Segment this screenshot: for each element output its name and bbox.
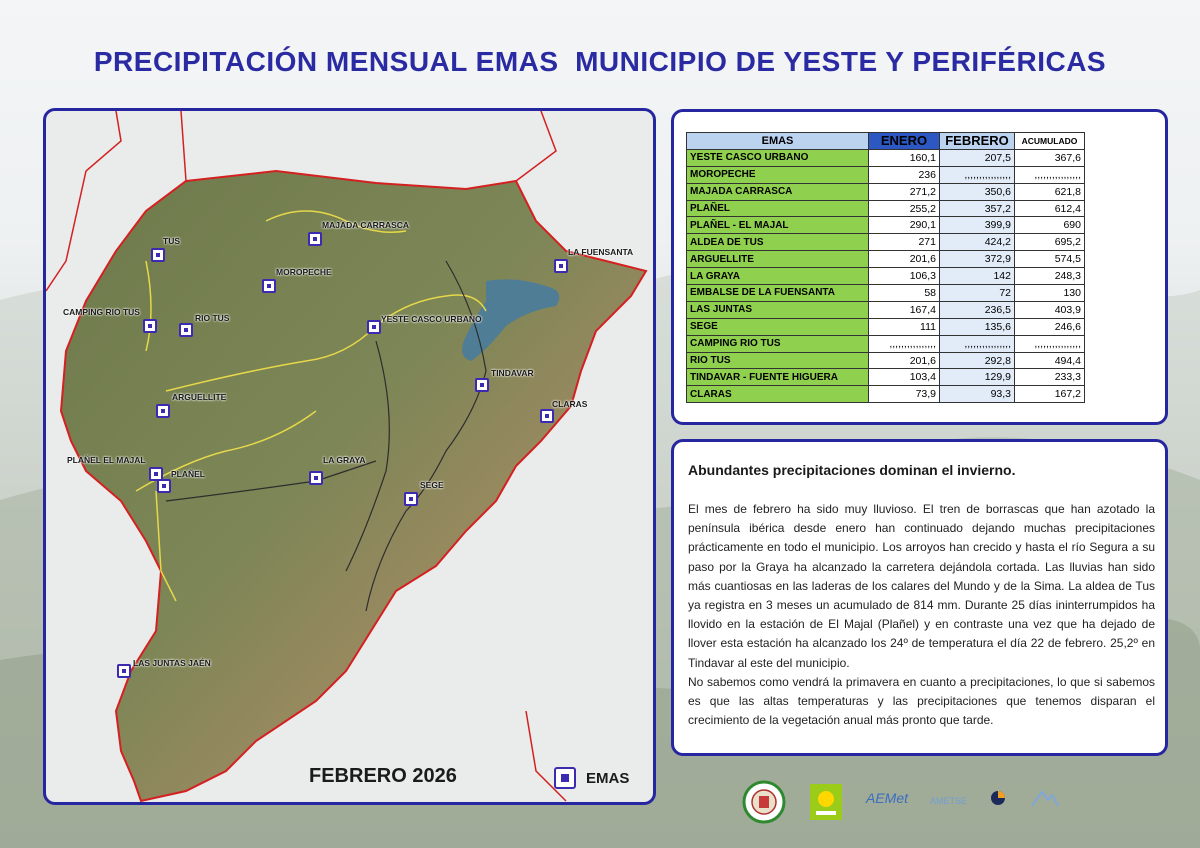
enero-value-cell: 271 [869, 234, 940, 251]
month-label: FEBRERO 2026 [309, 765, 457, 787]
acumulado-value-cell: 574,5 [1015, 251, 1085, 268]
table-row [687, 285, 1085, 302]
station-name-cell: MOROPECHE [687, 166, 869, 183]
emas-legend-icon [554, 767, 576, 789]
table-row [687, 251, 1085, 268]
circle-logo [990, 790, 1006, 806]
acumulado-value-cell: ,,,,,,,,,,,,,,,, [1015, 166, 1085, 183]
enero-value-cell: 167,4 [869, 301, 940, 318]
station-icon [308, 232, 322, 246]
station-name-cell: ARGUELLITE [687, 251, 869, 268]
precipitation-table-panel [671, 109, 1168, 425]
station-icon [554, 259, 568, 273]
acumulado-value-cell: 403,9 [1015, 301, 1085, 318]
column-header-enero: ENERO [869, 133, 940, 150]
station-name-cell: ALDEA DE TUS [687, 234, 869, 251]
station-icon [179, 323, 193, 337]
commentary-heading: Abundantes precipitaciones dominan el invierno. [688, 462, 1016, 478]
station-name-cell: SEGE [687, 318, 869, 335]
enero-value-cell: 201,6 [869, 352, 940, 369]
station-icon [157, 479, 171, 493]
municipality-seal-logo [742, 780, 786, 824]
table-row [687, 318, 1085, 335]
green-badge-logo [810, 784, 842, 820]
enero-value-cell: 160,1 [869, 149, 940, 166]
enero-value-cell: ,,,,,,,,,,,,,,,, [869, 335, 940, 352]
acumulado-value-cell: 246,6 [1015, 318, 1085, 335]
column-header-emas: EMAS [687, 133, 869, 150]
enero-value-cell: 201,6 [869, 251, 940, 268]
station-name-cell: TINDAVAR - FUENTE HIGUERA [687, 369, 869, 386]
acumulado-value-cell: 695,2 [1015, 234, 1085, 251]
station-name-cell: LAS JUNTAS [687, 301, 869, 318]
enero-value-cell: 236 [869, 166, 940, 183]
table-row [687, 301, 1085, 318]
station-name-cell: CLARAS [687, 386, 869, 403]
mountain-logo [1030, 786, 1060, 810]
station-icon [143, 319, 157, 333]
febrero-value-cell: 357,2 [940, 200, 1015, 217]
sponsor-logos [740, 780, 1070, 828]
enero-value-cell: 58 [869, 285, 940, 302]
table-row [687, 217, 1085, 234]
acumulado-value-cell: 233,3 [1015, 369, 1085, 386]
ametse-logo: AMETSE [930, 796, 968, 806]
map-panel: TUS MAJADA CARRASCA LA FUENSANTA MOROPECHE CAMPING RIO TUS RIO TUS YESTE CASCO URBANO TINDAVAR CLARAS ARGUELLITE PLAÑEL EL MAJAL PLAÑEL LA GRAYA SEGE LAS JUNTAS JAÉN FEBRERO 2026 EMAS [43, 108, 656, 805]
table-header-row [687, 133, 1085, 150]
acumulado-value-cell: 167,2 [1015, 386, 1085, 403]
station-icon [309, 471, 323, 485]
station-icon [540, 409, 554, 423]
station-icon [117, 664, 131, 678]
febrero-value-cell: 236,5 [940, 301, 1015, 318]
febrero-value-cell: 129,9 [940, 369, 1015, 386]
station-icon [367, 320, 381, 334]
acumulado-value-cell: 494,4 [1015, 352, 1085, 369]
acumulado-value-cell: 248,3 [1015, 268, 1085, 285]
table-row [687, 386, 1085, 403]
table-row [687, 183, 1085, 200]
acumulado-value-cell: 612,4 [1015, 200, 1085, 217]
station-name-cell: CAMPING RIO TUS [687, 335, 869, 352]
enero-value-cell: 290,1 [869, 217, 940, 234]
acumulado-value-cell: 621,8 [1015, 183, 1085, 200]
febrero-value-cell: 350,6 [940, 183, 1015, 200]
enero-value-cell: 111 [869, 318, 940, 335]
station-name-cell: LA GRAYA [687, 268, 869, 285]
febrero-value-cell: ,,,,,,,,,,,,,,,, [940, 335, 1015, 352]
station-icon [262, 279, 276, 293]
station-icon [475, 378, 489, 392]
febrero-value-cell: 424,2 [940, 234, 1015, 251]
febrero-value-cell: 292,8 [940, 352, 1015, 369]
station-icon [151, 248, 165, 262]
table-body [687, 149, 1085, 402]
table-row [687, 268, 1085, 285]
febrero-value-cell: 135,6 [940, 318, 1015, 335]
column-header-acumulado: ACUMULADO [1015, 133, 1085, 150]
station-name-cell: PLAÑEL [687, 200, 869, 217]
column-header-febrero: FEBRERO [940, 133, 1015, 150]
febrero-value-cell: 72 [940, 285, 1015, 302]
table-row [687, 335, 1085, 352]
commentary-paragraph: El mes de febrero ha sido muy lluvioso. El tren de borrascas que han azotado la península ibérica desde enero han continuado dejando muchas precipitaciones prácticamente en todo el municipio. Los arroyos han crecido y hasta el río Segura a su paso por la Graya ha alcanzado la carretera dejándola cortada. Las lluvias han sido más cuantiosas en las laderas de los calares del Mundo y de la Sima. La aldea de Tus ya registra en 3 meses un acumulado de 814 mm. Durante 25 días ininterrumpidos ha llovido en la estación de El Majal (Plañel) y en contraste una vez que ha dejado de llover esta estación ha alcanzado los 24º de temperatura el día 22 de febrero. 25,2º en Tindavar al este del municipio. [688, 502, 1155, 670]
station-icon [156, 404, 170, 418]
febrero-value-cell: 93,3 [940, 386, 1015, 403]
table-row [687, 234, 1085, 251]
enero-value-cell: 106,3 [869, 268, 940, 285]
precipitation-table [686, 132, 1085, 403]
acumulado-value-cell: 690 [1015, 217, 1085, 234]
acumulado-value-cell: 367,6 [1015, 149, 1085, 166]
febrero-value-cell: 142 [940, 268, 1015, 285]
enero-value-cell: 103,4 [869, 369, 940, 386]
aemet-logo: AEMet [866, 790, 909, 806]
station-name-cell: MAJADA CARRASCA [687, 183, 869, 200]
febrero-value-cell: 372,9 [940, 251, 1015, 268]
station-icon [404, 492, 418, 506]
commentary-panel [671, 439, 1168, 756]
commentary-body [688, 500, 1155, 730]
enero-value-cell: 271,2 [869, 183, 940, 200]
febrero-value-cell: 399,9 [940, 217, 1015, 234]
febrero-value-cell: 207,5 [940, 149, 1015, 166]
station-name-cell: YESTE CASCO URBANO [687, 149, 869, 166]
page-title: PRECIPITACIÓN MENSUAL EMAS MUNICIPIO DE YESTE Y PERIFÉRICAS [93, 46, 1107, 77]
station-name-cell: RIO TUS [687, 352, 869, 369]
enero-value-cell: 73,9 [869, 386, 940, 403]
acumulado-value-cell: ,,,,,,,,,,,,,,,, [1015, 335, 1085, 352]
table-row [687, 200, 1085, 217]
station-name-cell: EMBALSE DE LA FUENSANTA [687, 285, 869, 302]
table-row [687, 352, 1085, 369]
station-name-cell: PLAÑEL - EL MAJAL [687, 217, 869, 234]
commentary-paragraph: No sabemos como vendrá la primavera en cuanto a precipitaciones, lo que si sabemos es que las altas temperaturas y las precipitaciones que tenemos disparan el crecimiento de la vegetación anual más pronto que tarde. [688, 674, 1155, 728]
legend-label: EMAS [586, 770, 630, 787]
table-row [687, 166, 1085, 183]
acumulado-value-cell: 130 [1015, 285, 1085, 302]
enero-value-cell: 255,2 [869, 200, 940, 217]
febrero-value-cell: ,,,,,,,,,,,,,,,, [940, 166, 1015, 183]
table-row [687, 149, 1085, 166]
table-row [687, 369, 1085, 386]
